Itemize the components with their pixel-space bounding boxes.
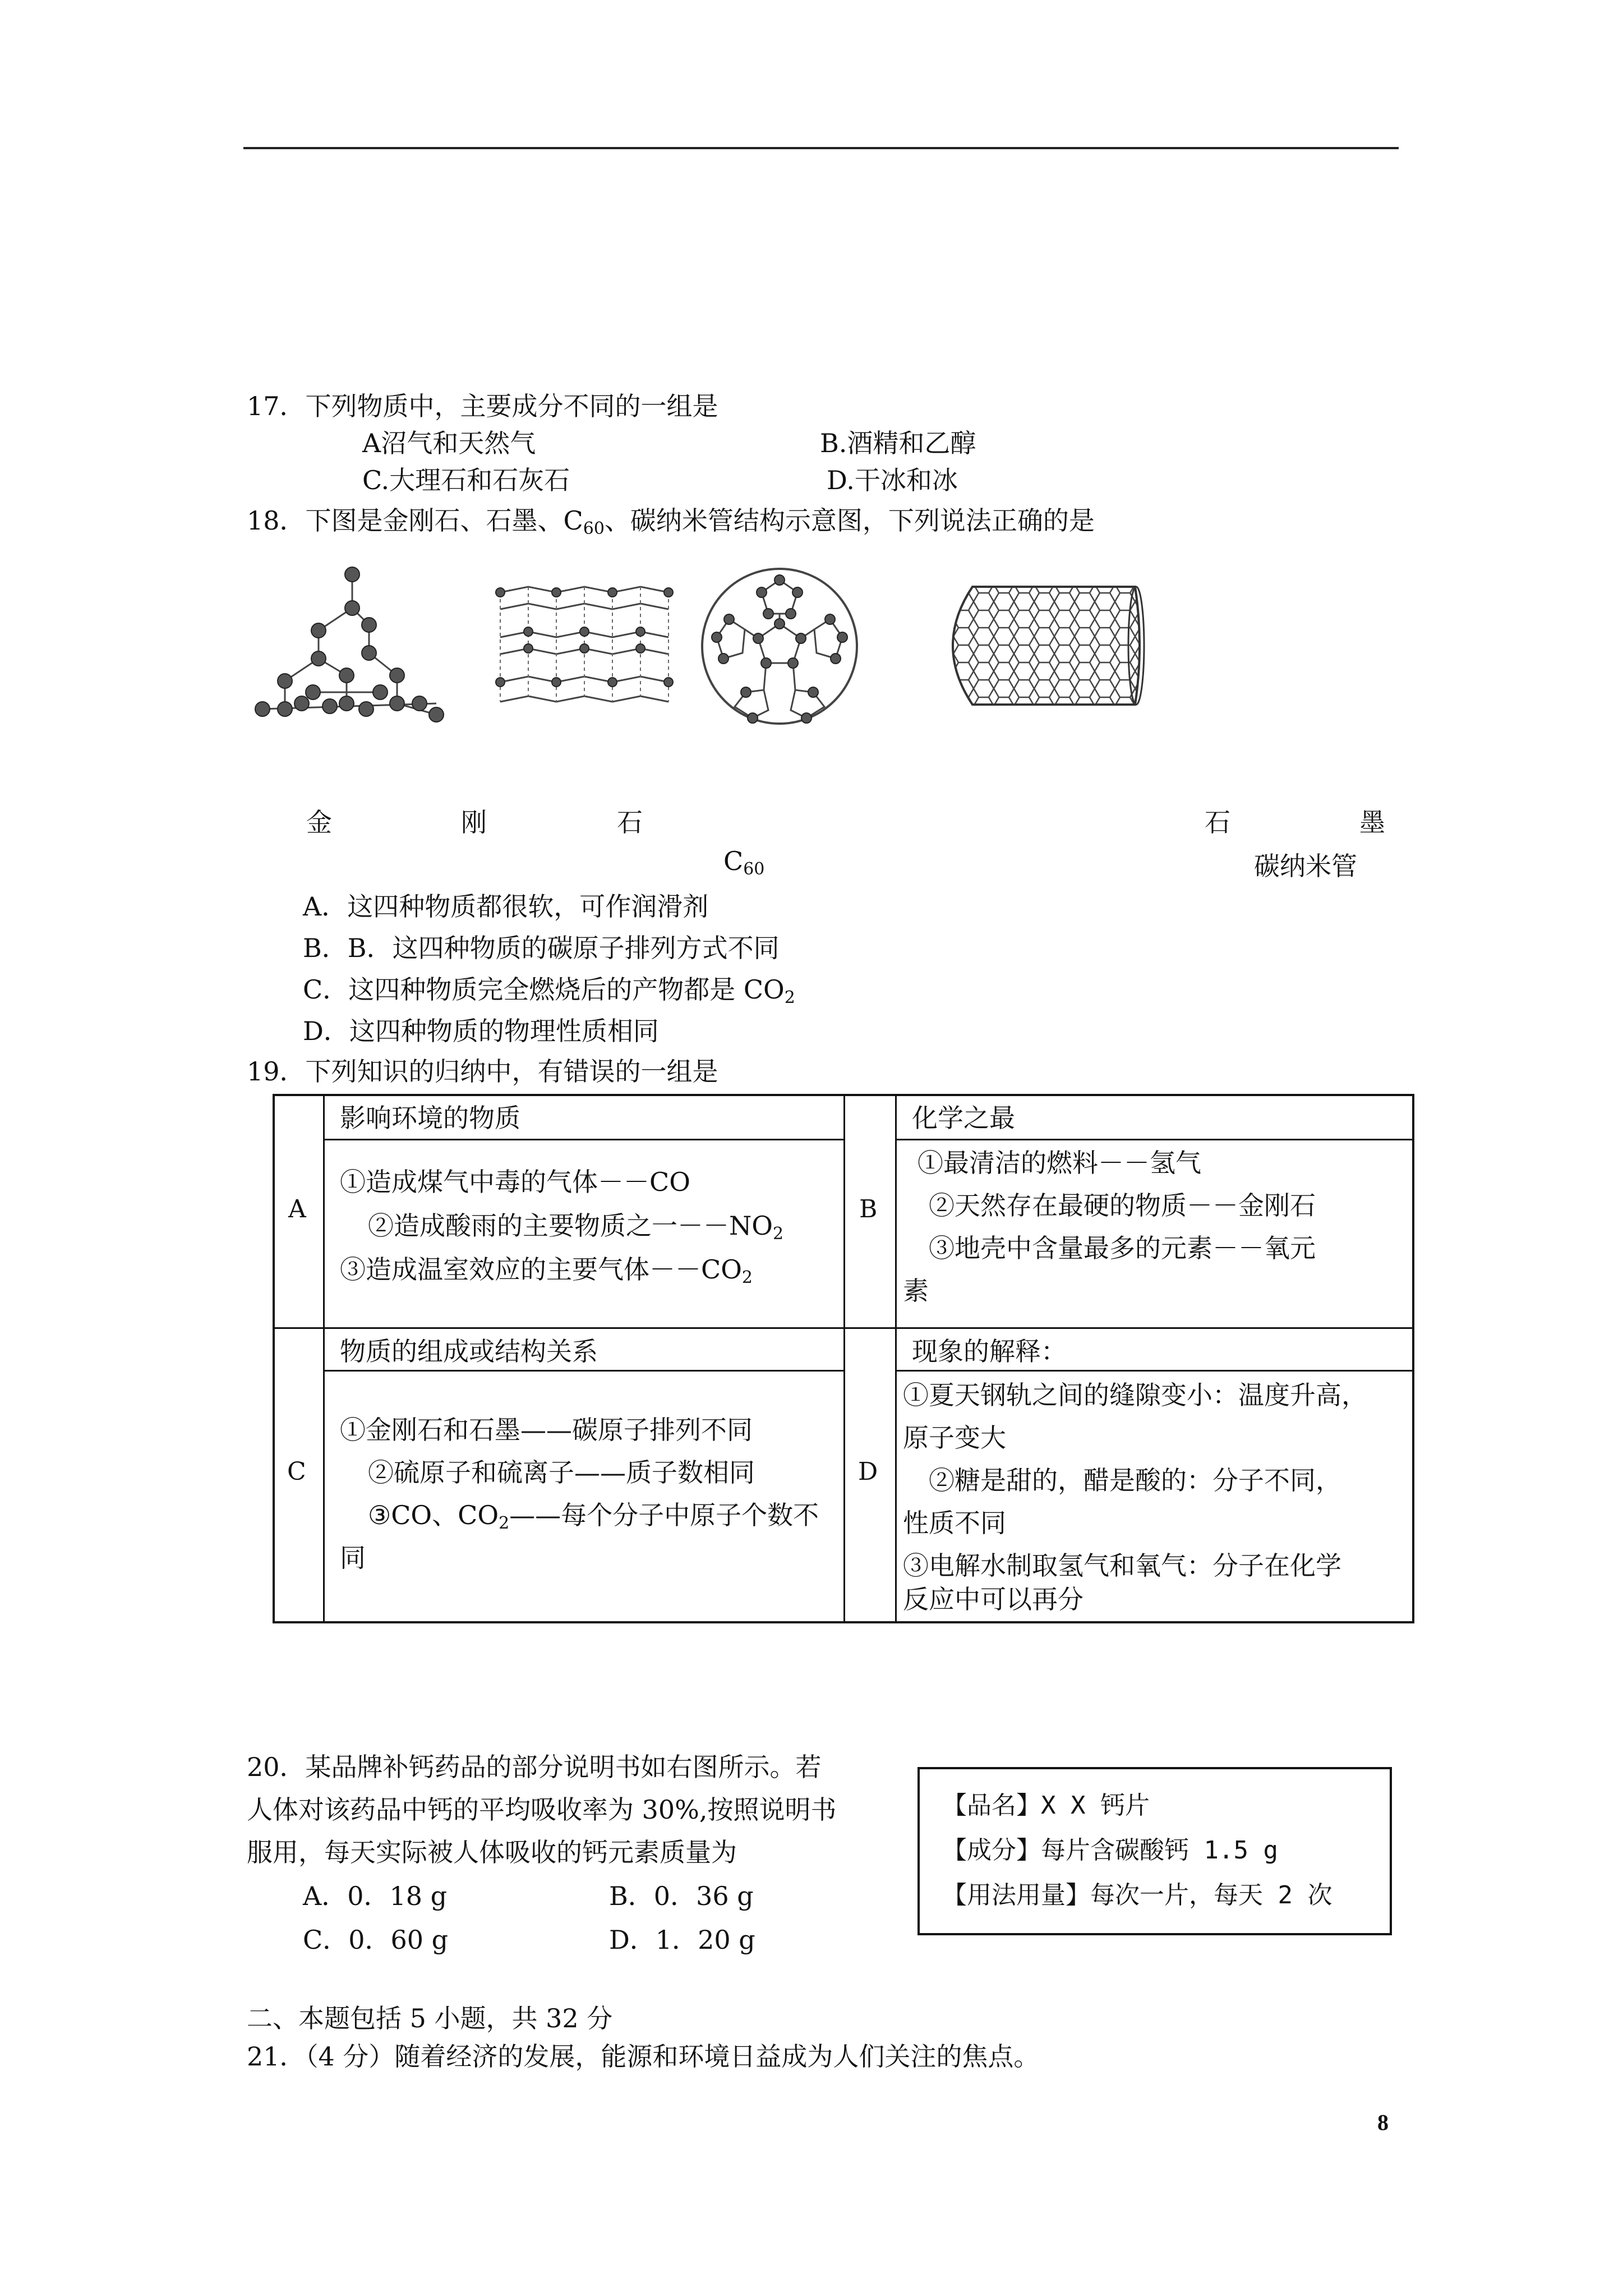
q19-table [273,1094,1414,1623]
q18-stem: 18．下图是金刚石、石墨、$C_{60}$、碳纳米管结构示意图，下列说法正确的是 [247,505,1095,539]
q21-stem: 21．（4 分）随着经济的发展，能源和环境日益成为人们关注的焦点。 [247,2041,1040,2072]
medicine-name: 【品名】X X 钙片 [942,1791,1150,1820]
c60-structure-figure [695,563,864,729]
group-d-label: D [858,1457,878,1486]
q17-option-b: B.酒精和乙醇 [820,428,976,458]
header-rule [243,147,1399,149]
medicine-label-box [917,1767,1392,1935]
group-a-label: A [288,1195,306,1223]
caption-diamond-char3: 石 [617,807,643,838]
group-d-item2-cont: 性质不同 [903,1508,1006,1538]
group-c-item3-cont: 同 [340,1543,366,1573]
section-two-heading: 二、本题包括 5 小题，共 32 分 [247,2003,613,2033]
q20-option-c: C．0．60 g [303,1925,449,1955]
group-b-item3-cont: 素 [903,1276,929,1306]
group-b-item2: ②天然存在最硬的物质－－金刚石 [929,1190,1316,1221]
group-d-item1-cont: 原子变大 [903,1423,1006,1453]
q17-stem: 17．下列物质中，主要成分不同的一组是 [247,391,718,421]
caption-graphite-char1: 石 [1205,807,1230,838]
group-c-item2: ②硫原子和硫离子——质子数相同 [368,1457,755,1488]
q20-option-b: B．0．36 g [609,1881,754,1911]
group-b-label: B [859,1195,878,1223]
group-c-item1: ①金刚石和石墨——碳原子排列不同 [340,1415,753,1445]
q20-option-a: A．0．18 g [303,1881,448,1911]
q19-stem: 19．下列知识的归纳中，有错误的一组是 [247,1056,718,1087]
medicine-ingredient: 【成分】每片含碳酸钙 1.5 g [942,1836,1278,1865]
q20-line1: 20．某品牌补钙药品的部分说明书如右图所示。若 [247,1752,822,1782]
group-a-item3: ③造成温室效应的主要气体$--CO_2$ [340,1254,753,1287]
page-number: 8 [1377,2110,1389,2135]
q18-option-b: B．B．这四种物质的碳原子排列方式不同 [303,933,780,963]
q20-option-d: D．1．20 g [609,1925,755,1955]
group-a-title: 影响环境的物质 [340,1103,520,1133]
group-d-item1: ①夏天钢轨之间的缝隙变小：温度升高， [903,1380,1367,1410]
group-b-item1: ①最清洁的燃料－－氢气 [917,1148,1201,1178]
group-d-item3: ③电解水制取氢气和氧气：分子在化学 [903,1550,1341,1581]
group-a-item1: ①造成煤气中毒的气体－－CO [340,1167,690,1197]
caption-graphite-char2: 墨 [1359,807,1385,838]
carbon-nanotube-figure [933,576,1146,716]
caption-c60: $C_{60}$ [723,846,765,879]
group-b-item3: ③地壳中含量最多的元素－－氧元 [929,1233,1316,1263]
group-a-item2: ②造成酸雨的主要物质之一$--NO_2$ [368,1211,784,1244]
group-b-title: 化学之最 [912,1103,1015,1133]
caption-diamond-char1: 金 [306,807,332,838]
q20-line2: 人体对该药品中钙的平均吸收率为 30%,按照说明书 [247,1795,837,1825]
graphite-structure-figure [489,576,680,716]
medicine-dosage: 【用法用量】每次一片，每天 2 次 [942,1881,1332,1910]
q20-line3: 服用，每天实际被人体吸收的钙元素质量为 [247,1837,737,1867]
group-c-label: C [287,1457,306,1486]
group-c-title: 物质的组成或结构关系 [340,1336,598,1366]
group-c-item3: ③CO、$CO_2——$每个分子中原子个数不 [368,1500,819,1533]
q17-option-c: C.大理石和石灰石 [362,465,570,495]
q17-option-d: D.干冰和冰 [827,465,958,495]
q18-option-d: D．这四种物质的物理性质相同 [303,1016,659,1046]
group-d-title: 现象的解释： [912,1336,1067,1366]
group-d-item2: ②糖是甜的，醋是酸的：分子不同， [929,1465,1341,1496]
group-d-item3-cont: 反应中可以再分 [903,1584,1083,1614]
q18-option-c: C．这四种物质完全燃烧后的产物都是 $CO_2$ [303,974,795,1007]
q17-option-a: A沼气和天然气 [362,428,536,458]
caption-diamond-char2: 刚 [461,807,487,838]
q18-option-a: A．这四种物质都很软，可作润滑剂 [303,891,709,922]
diamond-structure-figure [251,563,464,723]
caption-nanotube: 碳纳米管 [1254,851,1357,881]
